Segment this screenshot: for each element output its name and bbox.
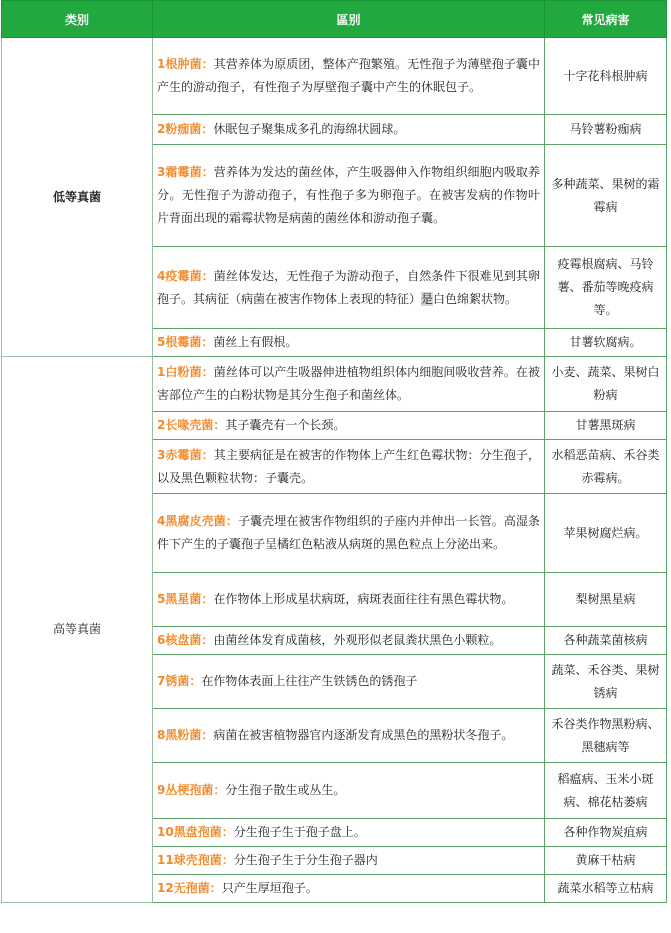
difference-cell: [153, 494, 545, 573]
disease-cell: 十字花科根肿病: [545, 38, 667, 115]
fungus-name: 3霜霉菌：: [157, 165, 214, 179]
fungus-description: 分生孢子散生或丛生。: [225, 783, 346, 797]
fungus-description: 分生孢子生于孢子盘上。: [233, 825, 366, 839]
fungus-description-end: 白色绵絮状物。: [433, 291, 518, 306]
fungus-description: 由菌丝体发育成菌核，外观形似老鼠粪状黑色小颗粒。: [213, 633, 502, 647]
fungus-name: 5根霉菌：: [157, 335, 214, 349]
disease-cell: 禾谷类作物黑粉病、黑穗病等: [545, 709, 667, 763]
disease-cell: 黄麻干枯病: [545, 847, 667, 875]
fungus-description: 其营养体为原质团，整体产孢繁殖。无性孢子为薄壁孢子囊中产生的游动孢子，有性孢子为厚壁孢子囊中产生的休眠包子。: [157, 57, 540, 94]
fungus-description: 营养体为发达的菌丝体，产生吸器伸入作物组织细胞内吸取养分。无性孢子为游动孢子，有性孢子多为卵孢子。在被害发病的作物叶片背面出现的霜霉状物是病菌的菌丝体和游动孢子囊。: [157, 165, 540, 225]
disease-cell: 疫霉根腐病、马铃薯、番茄等晚疫病等。: [545, 247, 667, 329]
difference-cell: [153, 709, 545, 763]
fungus-name: 2长喙壳菌：: [157, 418, 226, 432]
fungus-name: 8黑粉菌：: [157, 728, 214, 742]
fungus-description: 菌丝体可以产生吸器伸进植物组织体内细胞间吸收营养。在被害部位产生的白粉状物是其分生孢子和菌丝体。: [157, 365, 540, 402]
fungi-comparison-table: [1, 0, 667, 903]
difference-cell: [153, 440, 545, 494]
disease-cell: 蔬菜水稻等立枯病: [545, 875, 667, 903]
disease-cell: 水稻恶苗病、禾谷类赤霉病。: [545, 440, 667, 494]
difference-cell: [153, 329, 545, 357]
difference-cell: [153, 38, 545, 115]
fungus-description: 菌丝体发达，无性孢子为游动孢子，自然条件下很难见到其卵孢子。其病征（病菌在被害作物体上表现的特征）: [157, 268, 540, 306]
difference-cell: [153, 145, 545, 247]
disease-cell: 各种作物炭疽病: [545, 819, 667, 847]
fungus-name: 12无孢菌：: [157, 881, 222, 895]
fungus-description: 只产生厚垣孢子。: [221, 881, 318, 895]
difference-cell: [153, 655, 545, 709]
fungus-name: 4疫霉菌：: [157, 268, 214, 283]
fungus-description: 分生孢子生于分生孢子器内: [233, 853, 378, 867]
disease-cell: 多种蔬菜、果树的霜霉病: [545, 145, 667, 247]
fungus-name: 10黑盘孢菌：: [157, 825, 234, 839]
fungus-description: 其子囊壳有一个长颈。: [225, 418, 346, 432]
fungus-name: 3赤霉菌：: [157, 447, 214, 462]
fungus-name: 5黑星菌：: [157, 592, 214, 606]
disease-cell: 甘薯软腐病。: [545, 329, 667, 357]
disease-cell: 甘薯黑斑病: [545, 412, 667, 440]
fungus-name: 9丛梗孢菌：: [157, 783, 226, 797]
fungus-name: 7锈菌：: [157, 674, 202, 688]
fungus-description: 病菌在被害植物器官内逐渐发育成黑色的黑粉状冬孢子。: [213, 728, 514, 742]
header-disease: 常见病害: [545, 1, 667, 38]
fungus-name: 1白粉菌：: [157, 365, 214, 379]
fungus-name: 11球壳孢菌：: [157, 853, 234, 867]
fungus-description: 菌丝上有假根。: [213, 335, 298, 349]
difference-cell: [153, 875, 545, 903]
table-row: [2, 38, 667, 115]
category-cell-higher-fungi: 高等真菌: [2, 357, 153, 903]
difference-cell: [153, 115, 545, 145]
disease-cell: 马铃薯粉痂病: [545, 115, 667, 145]
fungus-description: 子囊壳埋在被害作物组织的子座内并伸出一长管。高湿条件下产生的子囊孢子呈橘红色粘液从病斑的黑色粒点上分泌出来。: [157, 514, 540, 551]
fungus-name: 1根肿菌：: [157, 57, 214, 71]
disease-cell: 苹果树腐烂病。: [545, 494, 667, 573]
difference-cell: [153, 819, 545, 847]
difference-cell: [153, 247, 545, 329]
table-row: [2, 357, 667, 412]
disease-cell: 稻瘟病、玉米小斑病、棉花枯萎病: [545, 763, 667, 819]
fungus-name: 2粉痂菌：: [157, 122, 214, 136]
disease-cell: 各种蔬菜菌核病: [545, 627, 667, 655]
category-cell-lower-fungi: 低等真菌: [2, 38, 153, 357]
highlighted-text: 是: [421, 291, 434, 306]
header-difference: 區别: [153, 1, 545, 38]
disease-cell: 小麦、蔬菜、果树白粉病: [545, 357, 667, 412]
difference-cell: [153, 627, 545, 655]
header-category: 类别: [2, 1, 153, 38]
difference-cell: [153, 357, 545, 412]
disease-cell: 蔬菜、禾谷类、果树锈病: [545, 655, 667, 709]
fungus-name: 4黑腐皮壳菌：: [157, 514, 238, 528]
fungus-description: 在作物体上形成星状病斑，病斑表面往往有黑色霉状物。: [213, 592, 514, 606]
fungus-description: 其主要病征是在被害的作物体上产生红色霉状物：分生孢子，以及黑色颗粒状物：子囊壳。: [157, 447, 540, 485]
disease-cell: 梨树黑星病: [545, 573, 667, 627]
difference-cell: [153, 763, 545, 819]
fungus-description: 休眠包子聚集成多孔的海绵状圆球。: [213, 122, 406, 136]
header-row: [2, 1, 667, 38]
fungus-name: 6核盘菌：: [157, 633, 214, 647]
difference-cell: [153, 573, 545, 627]
fungus-description: 在作物体表面上往往产生铁锈色的锈孢子: [201, 674, 418, 688]
difference-cell: [153, 412, 545, 440]
difference-cell: [153, 847, 545, 875]
